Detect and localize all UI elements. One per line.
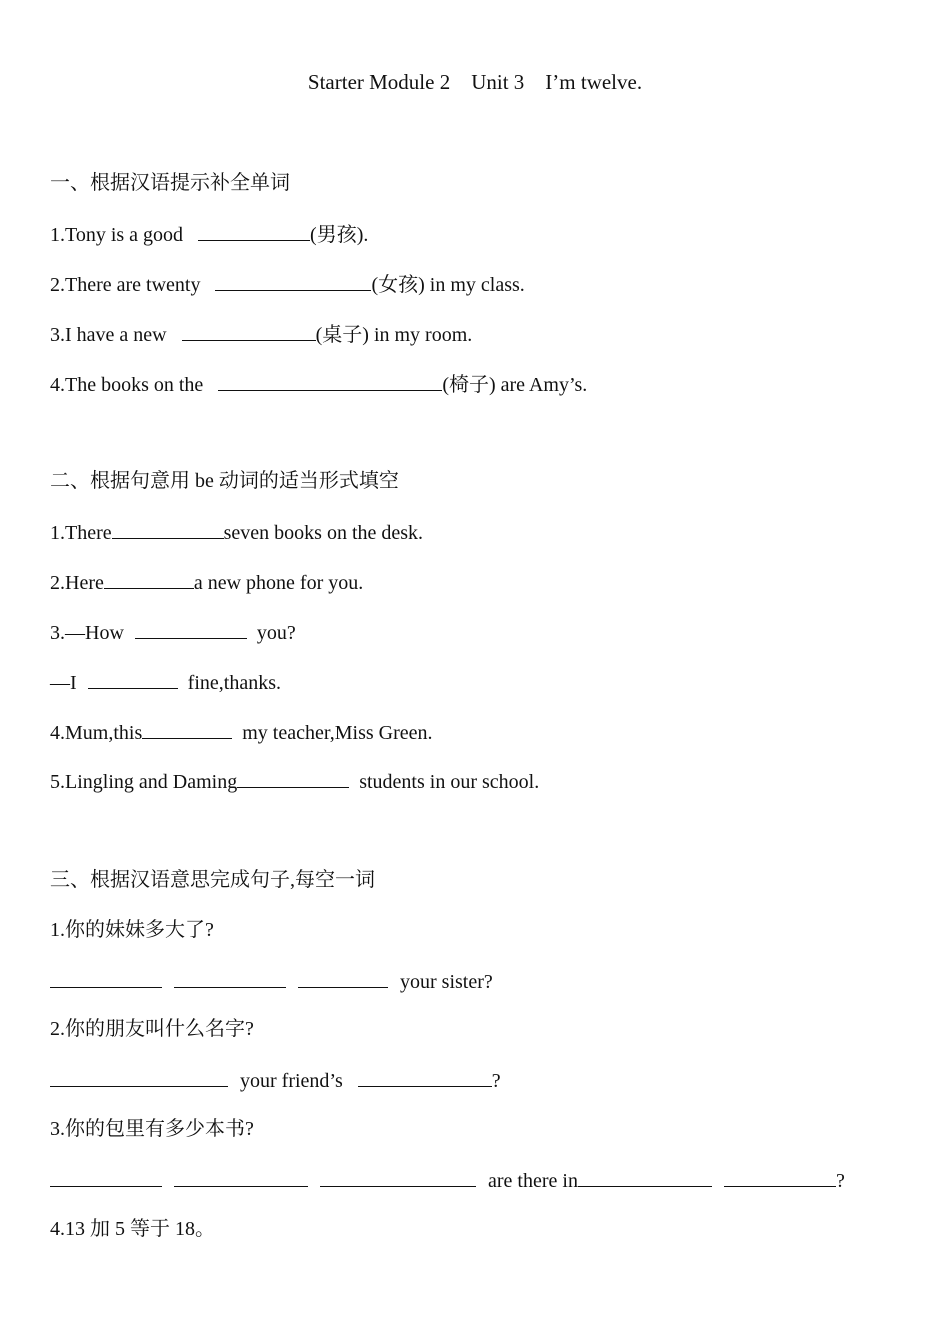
s2-q3a-post: you?	[246, 622, 296, 644]
s2-q2-post: a new phone for you.	[193, 572, 364, 594]
s3-q2-mid: your friend’s	[240, 1070, 348, 1092]
s3-q3-blank-2[interactable]	[174, 1166, 308, 1187]
s3-q3-mid: are there in	[488, 1170, 578, 1192]
s2-q2-blank[interactable]	[104, 568, 194, 589]
s3-q1-text: your sister?	[400, 971, 493, 993]
section3-heading: 三、根据汉语意思完成句子,每空一词	[50, 869, 375, 891]
s3-q1-blank-2[interactable]	[174, 967, 286, 988]
s3-q2-end: ?	[491, 1070, 501, 1092]
s2-q1-pre: 1.There	[50, 522, 112, 544]
s3-q3-english	[50, 1166, 845, 1194]
s1-q4-pre: 4.The books on the	[50, 374, 209, 396]
s2-q4-post: my teacher,Miss Green.	[232, 722, 433, 744]
page-title: Starter Module 2 Unit 3 I’m twelve.	[307, 70, 643, 94]
s1-q4-post: (椅子) are Amy’s.	[442, 374, 588, 396]
s2-q5	[50, 767, 539, 795]
s2-q3a-pre: 3.—How	[50, 622, 129, 644]
s2-q1-post: seven books on the desk.	[223, 522, 424, 544]
s3-q1-chinese: 1.你的妹妹多大了?	[50, 919, 214, 941]
s1-q2-pre: 2.There are twenty	[50, 274, 206, 296]
s2-q4-blank[interactable]	[142, 718, 232, 739]
s2-q3a-blank[interactable]	[135, 618, 247, 639]
s3-q3-blank-5[interactable]	[724, 1166, 836, 1187]
section2-heading: 二、根据句意用 be 动词的适当形式填空	[50, 470, 399, 492]
s1-q1-post: (男孩).	[310, 224, 369, 246]
s3-q1-english	[50, 967, 493, 995]
s2-q4-pre: 4.Mum,this	[50, 722, 143, 744]
s3-q1-blank-3[interactable]	[298, 967, 388, 988]
s1-q4-blank[interactable]	[218, 370, 442, 391]
s1-q2	[50, 270, 525, 298]
s1-q3-pre: 3.I have a new	[50, 324, 172, 346]
s3-q2-blank-1[interactable]	[50, 1066, 228, 1087]
s1-q2-post: (女孩) in my class.	[371, 274, 525, 296]
s3-q2-blank-2[interactable]	[358, 1066, 492, 1087]
s3-q2-english	[50, 1066, 501, 1094]
s3-q2-chinese: 2.你的朋友叫什么名字?	[50, 1018, 254, 1040]
s3-q3-blank-3[interactable]	[320, 1166, 476, 1187]
s2-q3b-post: fine,thanks.	[177, 672, 281, 694]
s1-q2-blank[interactable]	[215, 270, 371, 291]
s1-q4	[50, 370, 587, 398]
s2-q3b-pre: —I	[50, 672, 82, 694]
s2-q2	[50, 568, 363, 596]
s1-q1-blank[interactable]	[198, 220, 310, 241]
s3-q1-blank-1[interactable]	[50, 967, 162, 988]
s3-q4-chinese: 4.13 加 5 等于 18。	[50, 1218, 215, 1240]
s3-q3-chinese: 3.你的包里有多少本书?	[50, 1118, 254, 1140]
s2-q3a	[50, 618, 296, 646]
s3-q3-end: ?	[835, 1170, 845, 1192]
s1-q3	[50, 320, 472, 348]
s1-q1-pre: 1.Tony is a good	[50, 224, 189, 246]
s2-q3b	[50, 668, 281, 696]
s3-q3-blank-4[interactable]	[578, 1166, 712, 1187]
s2-q4	[50, 718, 433, 746]
s2-q1	[50, 518, 423, 546]
s2-q5-pre: 5.Lingling and Daming	[50, 771, 238, 793]
s2-q5-post: students in our school.	[349, 771, 540, 793]
section1-heading: 一、根据汉语提示补全单词	[50, 172, 290, 194]
s2-q2-pre: 2.Here	[50, 572, 104, 594]
s2-q1-blank[interactable]	[112, 518, 224, 539]
s2-q3b-blank[interactable]	[88, 668, 178, 689]
s2-q5-blank[interactable]	[237, 767, 349, 788]
s1-q3-blank[interactable]	[182, 320, 316, 341]
s3-q3-blank-1[interactable]	[50, 1166, 162, 1187]
s1-q3-post: (桌子) in my room.	[315, 324, 473, 346]
s1-q1	[50, 220, 368, 248]
